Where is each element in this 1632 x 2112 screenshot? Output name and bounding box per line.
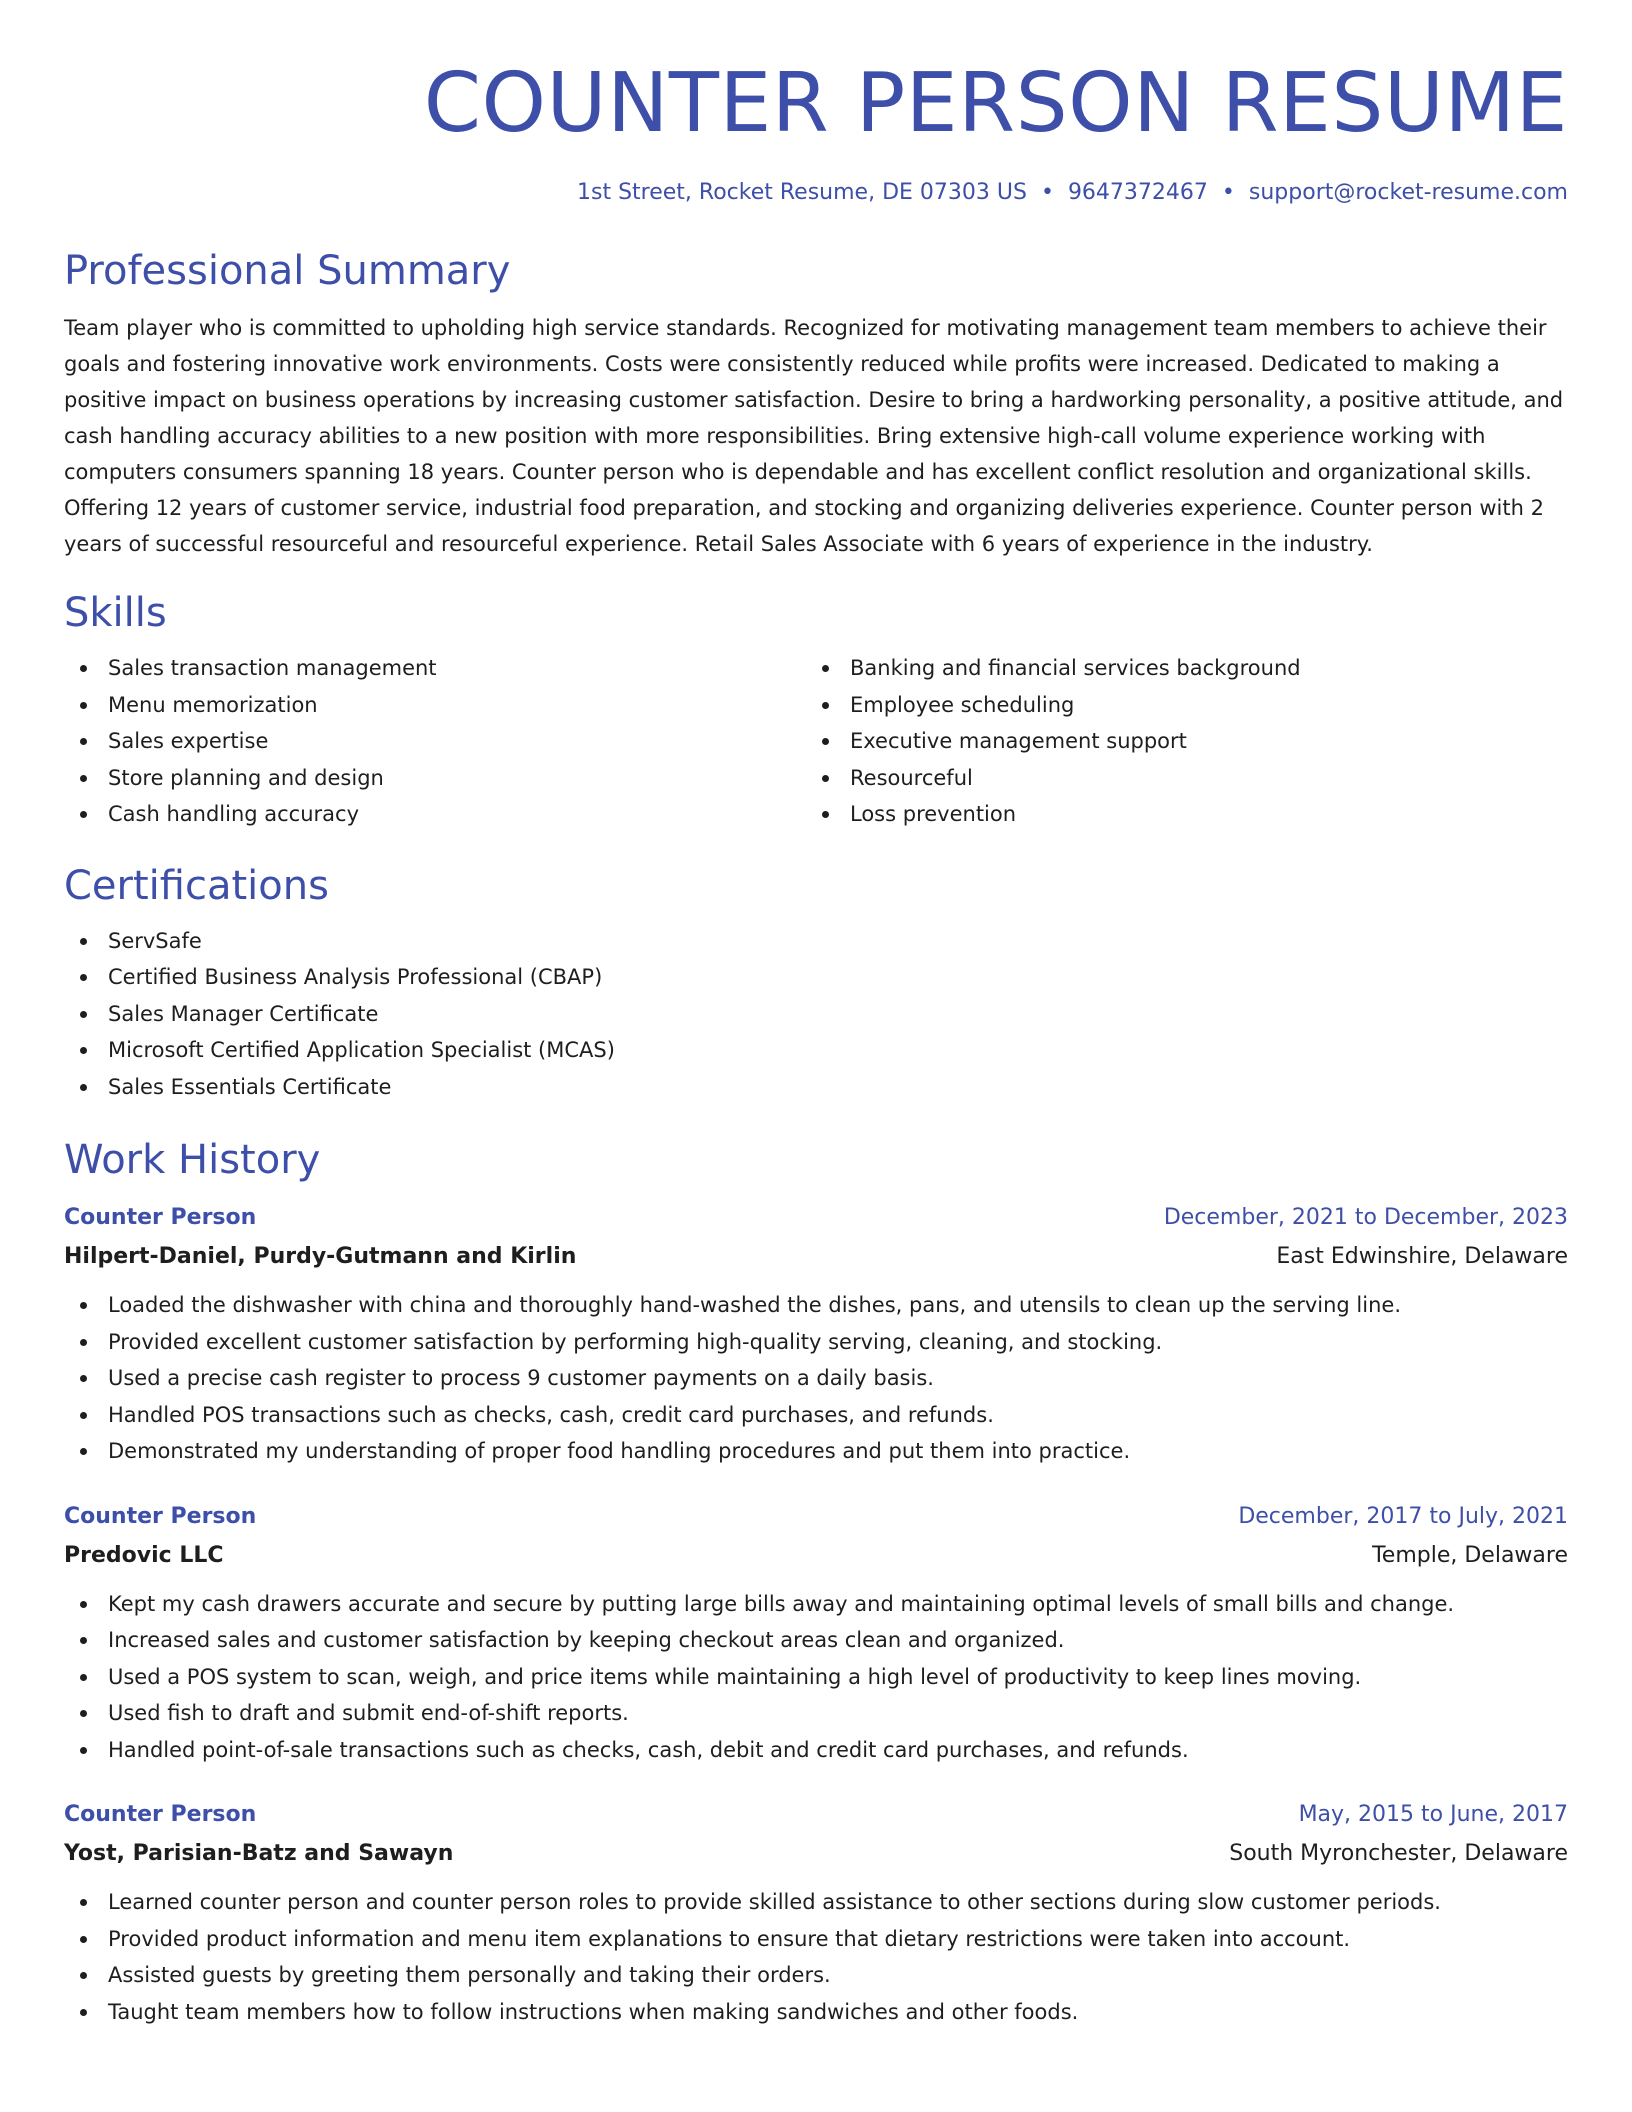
job-location: East Edwinshire, Delaware — [1276, 1244, 1568, 1269]
job-duty: Increased sales and customer satisfaction by keeping checkout areas clean and organized. — [64, 1622, 1568, 1659]
job-duties-list — [64, 1586, 1568, 1769]
resume-title: COUNTER PERSON RESUME — [423, 56, 1568, 151]
job-duties-list — [64, 1287, 1568, 1470]
skills-heading: Skills — [64, 590, 167, 636]
certification-item: Sales Manager Certificate — [64, 996, 1568, 1033]
job-header — [64, 1498, 1568, 1536]
summary-section — [64, 246, 1568, 562]
job-title: Counter Person — [64, 1503, 257, 1529]
certification-item: Certified Business Analysis Professional (CBAP) — [64, 959, 1568, 996]
work-history-heading: Work History — [64, 1137, 321, 1183]
job-header — [64, 1199, 1568, 1237]
certifications-heading: Certifications — [64, 862, 329, 909]
job-duty: Used a precise cash register to process 9 customer payments on a daily basis. — [64, 1360, 1568, 1397]
job-duty: Demonstrated my understanding of proper food handling procedures and put them into practice. — [64, 1433, 1568, 1470]
contact-line — [64, 178, 1568, 208]
skill-item: Cash handling accuracy — [64, 796, 806, 833]
work-history-section — [64, 1135, 1568, 2030]
job-duty: Assisted guests by greeting them personally and taking their orders. — [64, 1957, 1568, 1994]
certifications-list — [64, 923, 1568, 1106]
skills-list-left — [64, 650, 806, 833]
skills-grid — [64, 650, 1568, 833]
job-dates: December, 2017 to July, 2021 — [1238, 1503, 1568, 1529]
skill-item: Resourceful — [806, 760, 1548, 797]
job-company: Yost, Parisian-Batz and Sawayn — [64, 1841, 454, 1866]
job-duty: Handled POS transactions such as checks, cash, credit card purchases, and refunds. — [64, 1397, 1568, 1434]
summary-text: Team player who is committed to upholding high service standards. Recognized for motivating management team members to achieve their goals and fostering innovative work environments. Costs were consistently reduced while profits were increased. Dedicated to making a positive impact on business operations by increasing customer satisfaction. Desire to bring a hardworking personality, a positive attitude, and cash handling accuracy abilities to a new position with more responsibilities. Bring extensive high-call volume experience working with computers consumers spanning 18 years. Counter person who is dependable and has excellent conflict resolution and organizational skills. Offering 12 years of customer service, industrial food preparation, and stocking and organizing deliveries experience. Counter person with 2 years of successful resourceful and resourceful experience. Retail Sales Associate with 6 years of experience in the industry. — [64, 316, 1564, 556]
job-company: Hilpert-Daniel, Purdy-Gutmann and Kirlin — [64, 1244, 577, 1269]
job-employer — [64, 1536, 1568, 1576]
job-duty: Loaded the dishwasher with china and thoroughly hand-washed the dishes, pans, and utensils to clean up the serving line. — [64, 1287, 1568, 1324]
job-duty: Handled point-of-sale transactions such as checks, cash, debit and credit card purchases, and refunds. — [64, 1732, 1568, 1769]
job-employer — [64, 1237, 1568, 1277]
certification-item: ServSafe — [64, 923, 1568, 960]
skill-item: Loss prevention — [806, 796, 1548, 833]
skill-item: Menu memorization — [64, 687, 806, 724]
certification-item: Microsoft Certified Application Specialist (MCAS) — [64, 1032, 1568, 1069]
skill-item: Banking and financial services background — [806, 650, 1548, 687]
job-location: Temple, Delaware — [1372, 1542, 1568, 1568]
skills-section — [64, 588, 1568, 833]
skill-item: Employee scheduling — [806, 687, 1548, 724]
job-duty: Used a POS system to scan, weigh, and price items while maintaining a high level of productivity to keep lines moving. — [64, 1659, 1568, 1696]
job-duty: Provided excellent customer satisfaction by performing high-quality serving, cleaning, and stocking. — [64, 1324, 1568, 1361]
job-location: South Myronchester, Delaware — [1229, 1841, 1568, 1866]
job-duty: Learned counter person and counter person roles to provide skilled assistance to other sections during slow customer periods. — [64, 1884, 1568, 1921]
contact-phone: 9647372467 — [1067, 180, 1208, 205]
job-company: Predovic LLC — [64, 1542, 224, 1568]
job-dates: December, 2021 to December, 2023 — [1163, 1205, 1568, 1230]
job-entry — [64, 1796, 1568, 2030]
job-header — [64, 1796, 1568, 1834]
contact-address: 1st Street, Rocket Resume, DE 07303 US — [577, 180, 1027, 205]
resume-header — [64, 0, 1568, 208]
job-duty: Kept my cash drawers accurate and secure by putting large bills away and maintaining optimal levels of small bills and change. — [64, 1586, 1568, 1623]
job-duties-list — [64, 1884, 1568, 2030]
job-duty: Used fish to draft and submit end-of-shift reports. — [64, 1695, 1568, 1732]
skills-list-right — [806, 650, 1548, 833]
skill-item: Executive management support — [806, 723, 1548, 760]
contact-separator: • — [1221, 180, 1235, 205]
skill-item: Sales expertise — [64, 723, 806, 760]
certifications-section — [64, 861, 1568, 1106]
job-entry — [64, 1498, 1568, 1769]
job-duty: Provided product information and menu item explanations to ensure that dietary restrictions were taken into account. — [64, 1921, 1568, 1958]
job-title: Counter Person — [64, 1802, 257, 1827]
contact-separator: • — [1040, 180, 1054, 205]
job-duty: Taught team members how to follow instructions when making sandwiches and other foods. — [64, 1994, 1568, 2031]
skill-item: Sales transaction management — [64, 650, 806, 687]
certification-item: Sales Essentials Certificate — [64, 1069, 1568, 1106]
contact-email: support@rocket-resume.com — [1248, 180, 1568, 205]
skill-item: Store planning and design — [64, 760, 806, 797]
resume-page — [64, 0, 1568, 2030]
job-dates: May, 2015 to June, 2017 — [1298, 1802, 1568, 1827]
job-title: Counter Person — [64, 1205, 257, 1230]
job-employer — [64, 1834, 1568, 1874]
job-entry — [64, 1199, 1568, 1470]
summary-heading: Professional Summary — [64, 248, 511, 294]
